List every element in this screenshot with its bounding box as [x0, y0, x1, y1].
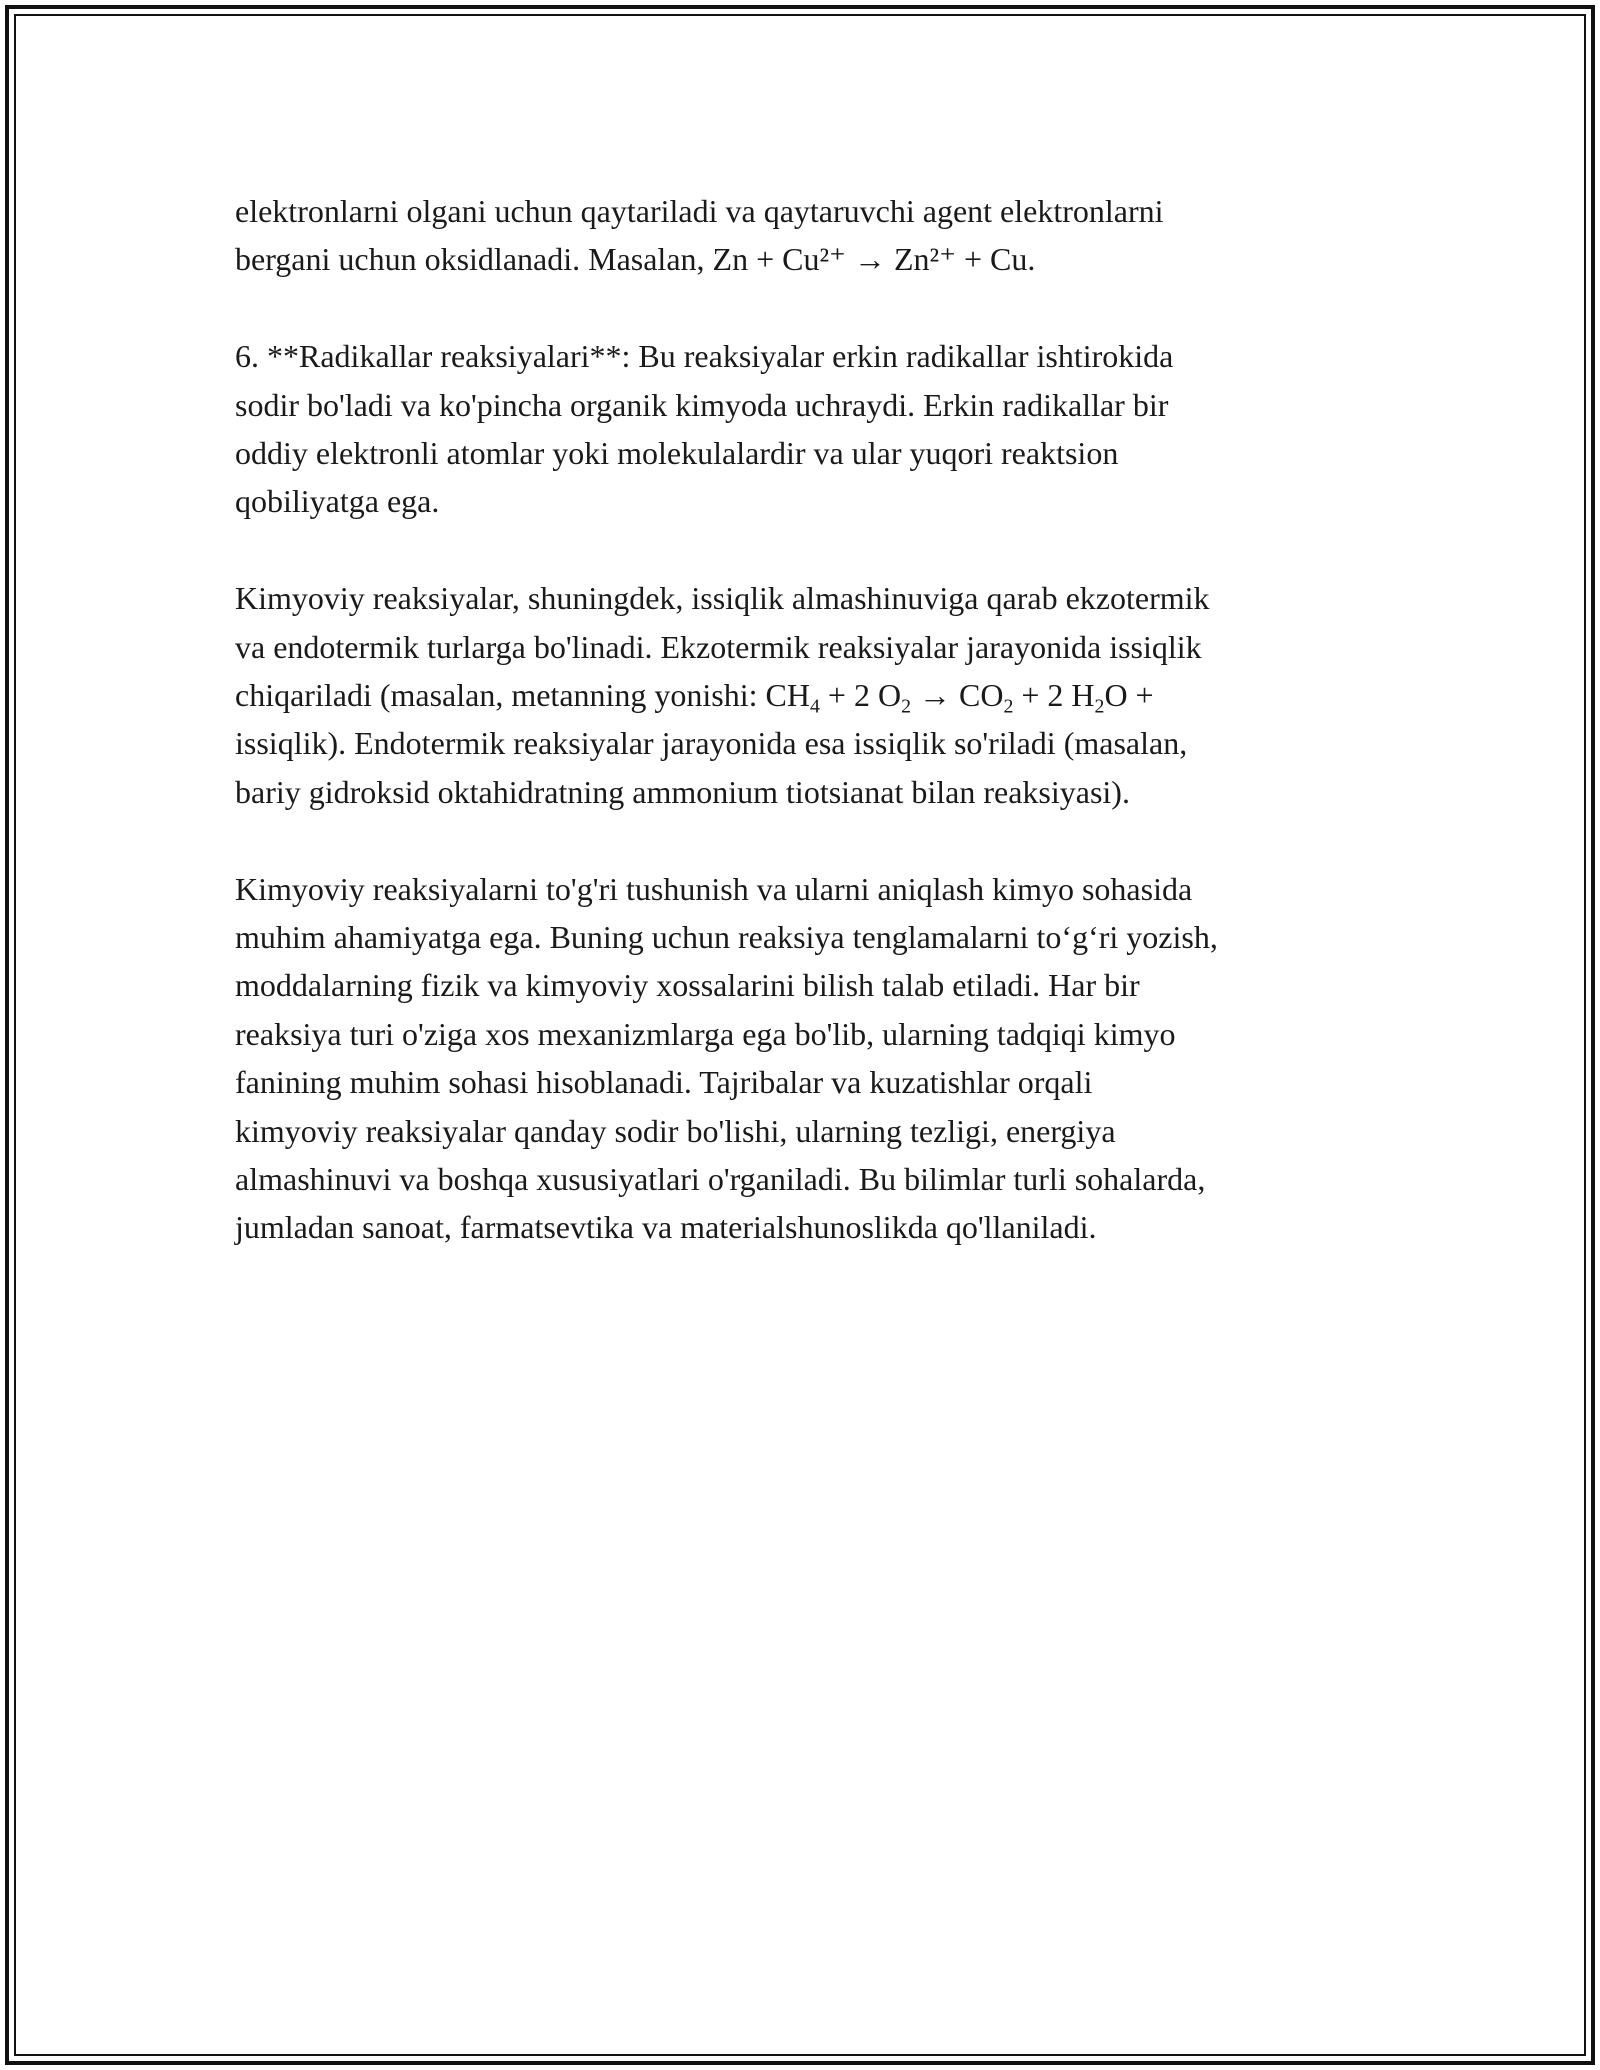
subscript: 2 — [1003, 695, 1014, 718]
paragraph-redox-continued — [235, 187, 1395, 284]
text-line: jumladan sanoat, farmatsevtika va materialshunoslikda qo'llaniladi. — [235, 1209, 1097, 1246]
text-line: va endotermik turlarga bo'linadi. Ekzotermik reaksiyalar jarayonida issiqlik — [235, 628, 1202, 665]
text-line: fanining muhim sohasi hisoblanadi. Tajribalar va kuzatishlar orqali — [235, 1064, 1093, 1101]
text-line: qobiliyatga ega. — [235, 483, 440, 520]
text-line: Kimyoviy reaksiyalar, shuningdek, issiqlik almashinuviga qarab ekzotermik — [235, 580, 1210, 617]
subscript: 2 — [901, 695, 911, 718]
paragraph-conclusion — [235, 865, 1395, 1252]
text-line: bergani uchun oksidlanadi. Masalan, Zn + Cu²⁺ → Zn²⁺ + Cu. — [235, 241, 1036, 278]
text-line: reaksiya turi o'ziga xos mexanizmlarga ega bo'lib, ularning tadqiqi kimyo — [235, 1015, 1176, 1052]
document-body — [235, 187, 1395, 1300]
text-line: 6. **Radikallar reaksiyalari**: Bu reaksiyalar erkin radikallar ishtirokida — [235, 338, 1174, 375]
text-line: moddalarning fizik va kimyoviy xossalarini bilish talab etiladi. Har bir — [235, 967, 1140, 1004]
text-line: almashinuvi va boshqa xususiyatlari o'rganiladi. Bu bilimlar turli sohalarda, — [235, 1161, 1206, 1198]
paragraph-exo-endo — [235, 574, 1395, 816]
paragraph-radical-reactions — [235, 332, 1395, 526]
text-line: kimyoviy reaksiyalar qanday sodir bo'lishi, ularning tezligi, energiya — [235, 1112, 1116, 1149]
text-line: bariy gidroksid oktahidratning ammonium tiotsianat bilan reaksiyasi). — [235, 773, 1130, 810]
text-line: Kimyoviy reaksiyalarni to'g'ri tushunish va ularni aniqlash kimyo sohasida — [235, 870, 1193, 907]
equation-line: chiqariladi (masalan, metanning yonishi: $CH_4 + 2$ $O_2 \to CO_2 + 2$ $H_2O$ + — [235, 677, 1154, 718]
text-line: issiqlik). Endotermik reaksiyalar jarayonida esa issiqlik so'riladi (masalan, — [235, 725, 1188, 762]
subscript: 4 — [809, 695, 820, 718]
subscript: 2 — [1094, 695, 1105, 718]
text-line: elektronlarni olgani uchun qaytariladi va qaytaruvchi agent elektronlarni — [235, 193, 1164, 229]
text-line: muhim ahamiyatga ega. Buning uchun reaksiya tenglamalarni to‘g‘ri yozish, — [235, 919, 1218, 956]
text-line: sodir bo'ladi va ko'pincha organik kimyoda uchraydi. Erkin radikallar bir — [235, 386, 1169, 423]
text-line: oddiy elektronli atomlar yoki molekulalardir va ular yuqori reaktsion — [235, 435, 1119, 472]
